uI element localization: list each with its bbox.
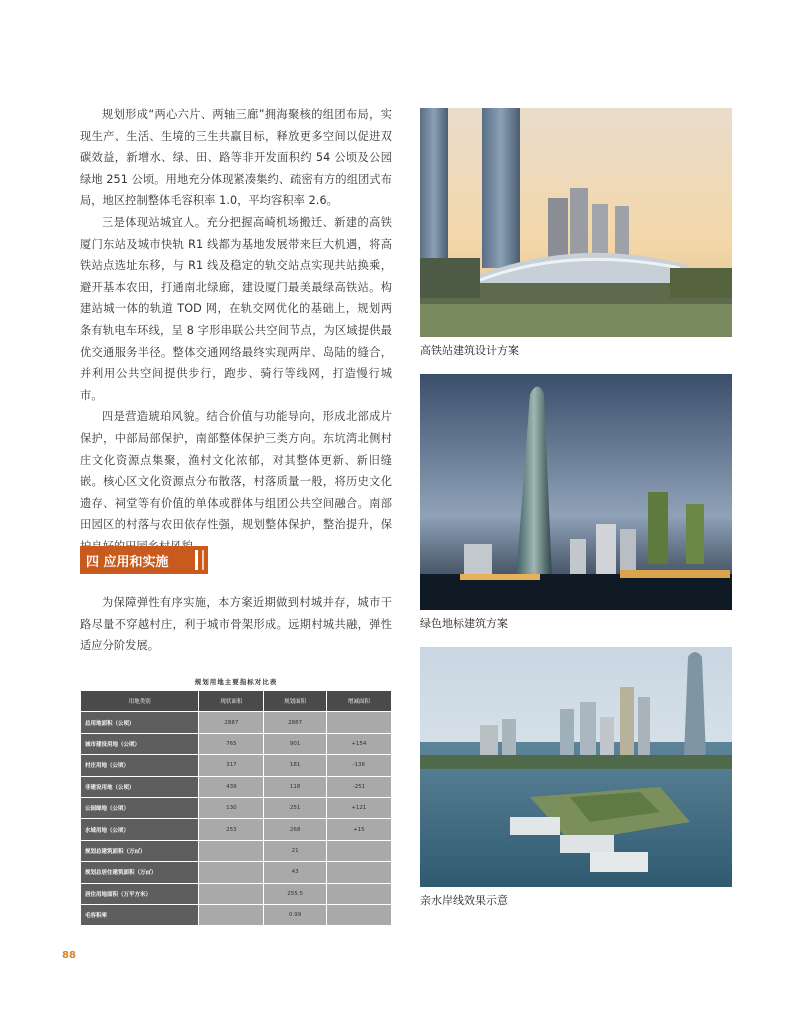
value-cell: -251	[326, 776, 391, 797]
value-cell: +154	[326, 733, 391, 754]
column-header: 用地类别	[81, 691, 199, 712]
waterfront-rendering	[420, 647, 732, 887]
paragraph: 为保障弹性有序实施，本方案近期做到村城并存，城市干路尽量不穿越村庄，利于城市骨架形成。远期村城共融，弹性适应分阶发展。	[80, 596, 392, 653]
value-cell: 317	[199, 755, 264, 776]
row-label-cell: 公园绿地（公顷）	[81, 797, 199, 818]
value-cell	[199, 883, 264, 904]
landmark-tower-rendering	[420, 374, 732, 610]
value-cell: 268	[264, 819, 326, 840]
section-header	[80, 546, 208, 574]
column-header: 增减面积	[326, 691, 391, 712]
value-cell	[326, 712, 391, 733]
row-label-cell: 总用地面积（公顷）	[81, 712, 199, 733]
value-cell: 439	[199, 776, 264, 797]
table-title: 规划用地主要指标对比表	[194, 678, 278, 686]
table-row	[81, 883, 392, 904]
value-cell	[326, 840, 391, 861]
value-cell: 255.5	[264, 883, 326, 904]
value-cell: 181	[264, 755, 326, 776]
value-cell: 765	[199, 733, 264, 754]
value-cell: 901	[264, 733, 326, 754]
indicator-table	[80, 690, 392, 926]
section-title: 四 应用和实施	[86, 554, 169, 570]
header-bar-decoration	[195, 550, 198, 570]
waterfront-image	[420, 647, 732, 887]
row-label-cell: 毛容积率	[81, 904, 199, 925]
paragraph: 四是营造琥珀风貌。结合价值与功能导向，形成北部成片保护，中部局部保护，南部整体保护三类方向。东坑湾北侧村庄文化资源点集聚，渔村文化浓郁，对其整体更新、新旧缝嵌。核心区文化资源点分布散落，村落质量一般，将历史文化遗存、祠堂等有价值的单体或群体与组团公共空间融合。南部田园区的村落与农田依存性强，规划整体保护，整治提升，保	[80, 410, 392, 532]
body-text-2	[80, 592, 392, 657]
value-cell: 43	[264, 862, 326, 883]
column-header: 规划面积	[264, 691, 326, 712]
value-cell: 130	[199, 797, 264, 818]
row-label-cell: 村庄用地（公顷）	[81, 755, 199, 776]
table-header-row	[81, 691, 392, 712]
table-row	[81, 797, 392, 818]
row-label-cell: 居住用地面积（万平方米）	[81, 883, 199, 904]
value-cell	[199, 904, 264, 925]
table-row	[81, 904, 392, 925]
table-row	[81, 840, 392, 861]
value-cell	[326, 883, 391, 904]
table-row	[81, 712, 392, 733]
value-cell: 2887	[264, 712, 326, 733]
value-cell: 253	[199, 819, 264, 840]
value-cell: +15	[326, 819, 391, 840]
image-caption: 亲水岸线效果示意	[420, 894, 508, 907]
table-row	[81, 776, 392, 797]
value-cell: 0.99	[264, 904, 326, 925]
value-cell: 2887	[199, 712, 264, 733]
image-caption: 高铁站建筑设计方案	[420, 344, 519, 357]
header-bar-decoration	[202, 550, 204, 570]
paragraph: 规划形成“两心六片、两轴三廊”拥海聚核的组团布局，实现生产、生活、生境的三生共赢目标，释放更多空间以促进双碳效益，新增水、绿、田、路等非开发面积约 54 公顷及公园绿地 251 公顷。用地充分体现紧凑集约、疏密有方的组团式布局，地区控制整体毛容积率 1.0，平均容积率 2.6。	[80, 108, 392, 208]
table-row	[81, 733, 392, 754]
row-label-cell: 规划总居住建筑面积（万㎡）	[81, 862, 199, 883]
rail-station-rendering	[420, 108, 732, 337]
paragraph: 三是体现站城宜人。充分把握高崎机场搬迁、新建的高铁厦门东站及城市快轨 R1 线都为基地发展带来巨大机遇，将高铁站点选址东移，与 R1 线及稳定的轨交站点实现共站换乘，避开基本农田，打通南北绿廊，建设厦门最美最绿高铁站。构建站城一体的轨道 TOD 网，在轨交网优化的基础上，规划两条有轨电车环线，呈 8 字形串联公共空间节点，为区域提供最优交通服务半径。整体交通网络最终实现两岸、岛陆的缝合，并利用公共空间提供步行，跑步、骑行等线网，打造慢行城市。	[80, 215, 392, 402]
image-caption: 绿色地标建筑方案	[420, 617, 508, 630]
landmark-tower-image	[420, 374, 732, 610]
table-row	[81, 755, 392, 776]
row-label-cell: 水域用地（公顷）	[81, 819, 199, 840]
body-text	[80, 104, 392, 557]
page-number: 88	[62, 950, 76, 961]
value-cell	[199, 862, 264, 883]
value-cell: +121	[326, 797, 391, 818]
value-cell: -136	[326, 755, 391, 776]
row-label-cell: 城市建设用地（公顷）	[81, 733, 199, 754]
value-cell	[199, 840, 264, 861]
row-label-cell: 规划总建筑面积（万㎡）	[81, 840, 199, 861]
value-cell	[326, 862, 391, 883]
rail-station-image	[420, 108, 732, 337]
value-cell	[326, 904, 391, 925]
value-cell: 251	[264, 797, 326, 818]
table-row	[81, 862, 392, 883]
value-cell: 21	[264, 840, 326, 861]
value-cell: 118	[264, 776, 326, 797]
row-label-cell: 非建设用地（公顷）	[81, 776, 199, 797]
column-header: 现状面积	[199, 691, 264, 712]
table-row	[81, 819, 392, 840]
